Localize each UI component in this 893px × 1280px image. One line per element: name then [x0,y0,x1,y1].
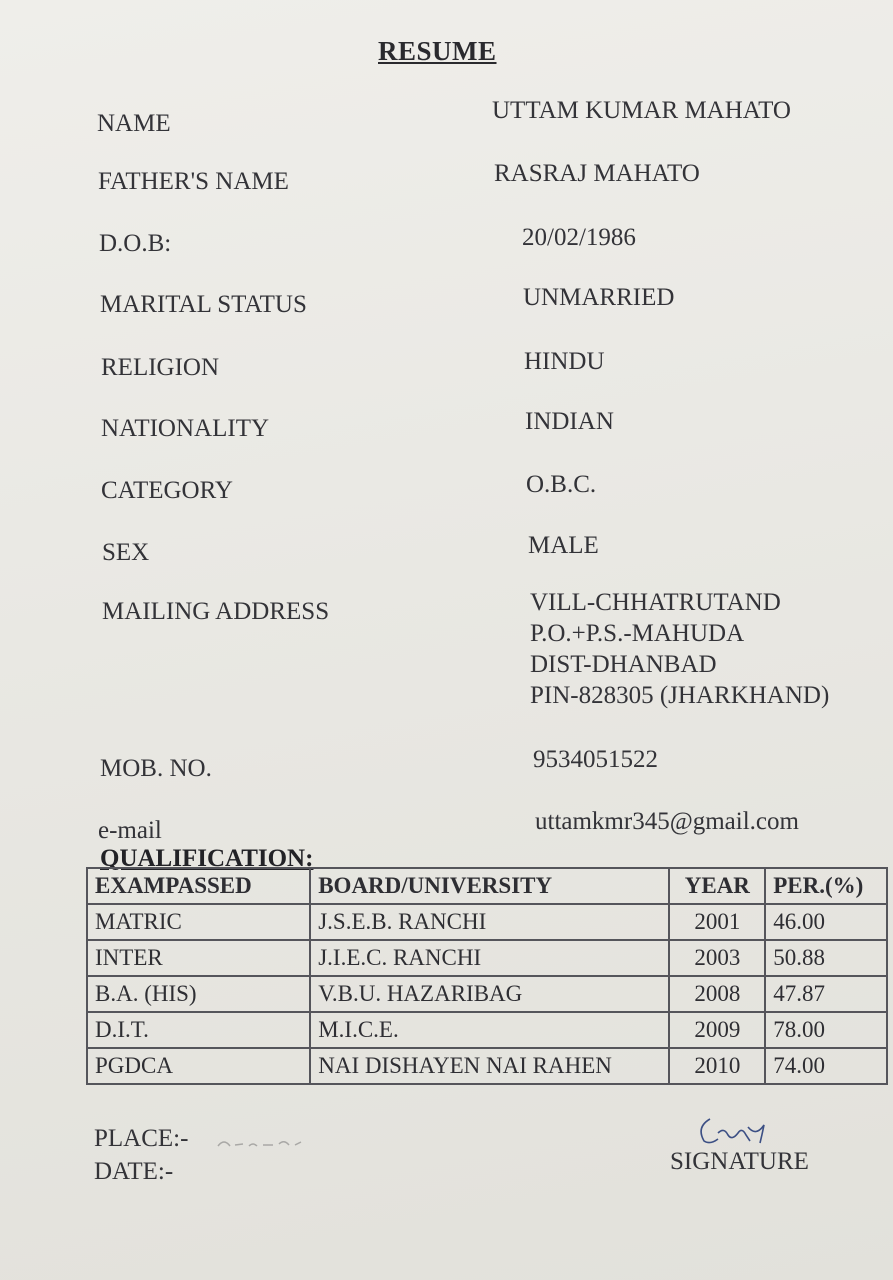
exam-cell: INTER [87,940,310,976]
exam-cell: D.I.T. [87,1012,310,1048]
table-row [87,1048,887,1084]
exam-cell: B.A. (HIS) [87,976,310,1012]
column-header-year: YEAR [669,868,765,904]
table-row [87,904,887,940]
dob-value: 20/02/1986 [522,224,636,251]
column-header-board: BOARD/UNIVERSITY [310,868,669,904]
dob-label: D.O.B: [99,230,172,257]
exam-cell: MATRIC [87,904,310,940]
percent-cell: 46.00 [765,904,887,940]
email-label: e-mail [98,817,162,844]
table-row [87,1012,887,1048]
religion-label: RELIGION [101,354,220,381]
mailing-address-label: MAILING ADDRESS [102,598,330,625]
year-cell: 2010 [669,1048,765,1084]
faint-handwriting-mark [215,1132,335,1152]
category-value: O.B.C. [526,471,597,498]
mailing-address-value [530,587,829,711]
address-line: DIST-DHANBAD [530,651,717,678]
column-header-exam: EXAMPASSED [87,868,310,904]
nationality-label: NATIONALITY [101,415,270,442]
name-value: UTTAM KUMAR MAHATO [492,97,791,124]
name-label: NAME [97,110,171,137]
signature-scribble [690,1113,800,1153]
year-cell: 2009 [669,1012,765,1048]
table-header-row [87,868,887,904]
sex-label: SEX [102,539,150,566]
date-label: DATE:- [94,1158,174,1185]
fathers-name-value: RASRAJ MAHATO [494,160,700,187]
place-label: PLACE:- [94,1125,189,1152]
mobile-label: MOB. NO. [100,755,212,782]
percent-cell: 47.87 [765,976,887,1012]
address-line: P.O.+P.S.-MAHUDA [530,620,745,647]
board-cell: NAI DISHAYEN NAI RAHEN [310,1048,669,1084]
column-header-percent: PER.(%) [765,868,887,904]
year-cell: 2001 [669,904,765,940]
religion-value: HINDU [524,348,605,375]
page-title: RESUME [378,36,497,66]
fathers-name-label: FATHER'S NAME [98,168,289,195]
qualification-table [86,867,888,1085]
board-cell: M.I.C.E. [310,1012,669,1048]
year-cell: 2003 [669,940,765,976]
percent-cell: 78.00 [765,1012,887,1048]
signature-label: SIGNATURE [670,1148,809,1175]
board-cell: J.I.E.C. RANCHI [310,940,669,976]
board-cell: J.S.E.B. RANCHI [310,904,669,940]
qualification-heading: QUALIFICATION: [100,845,314,872]
exam-cell: PGDCA [87,1048,310,1084]
address-line: PIN-828305 (JHARKHAND) [530,682,830,709]
nationality-value: INDIAN [525,408,614,435]
sex-value: MALE [528,532,599,559]
marital-status-label: MARITAL STATUS [100,291,307,318]
address-line: VILL-CHHATRUTAND [530,589,781,616]
mobile-value: 9534051522 [533,746,658,773]
board-cell: V.B.U. HAZARIBAG [310,976,669,1012]
percent-cell: 74.00 [765,1048,887,1084]
marital-status-value: UNMARRIED [523,284,675,311]
year-cell: 2008 [669,976,765,1012]
table-row [87,940,887,976]
category-label: CATEGORY [101,477,233,504]
email-value: uttamkmr345@gmail.com [535,808,799,835]
percent-cell: 50.88 [765,940,887,976]
table-row [87,976,887,1012]
